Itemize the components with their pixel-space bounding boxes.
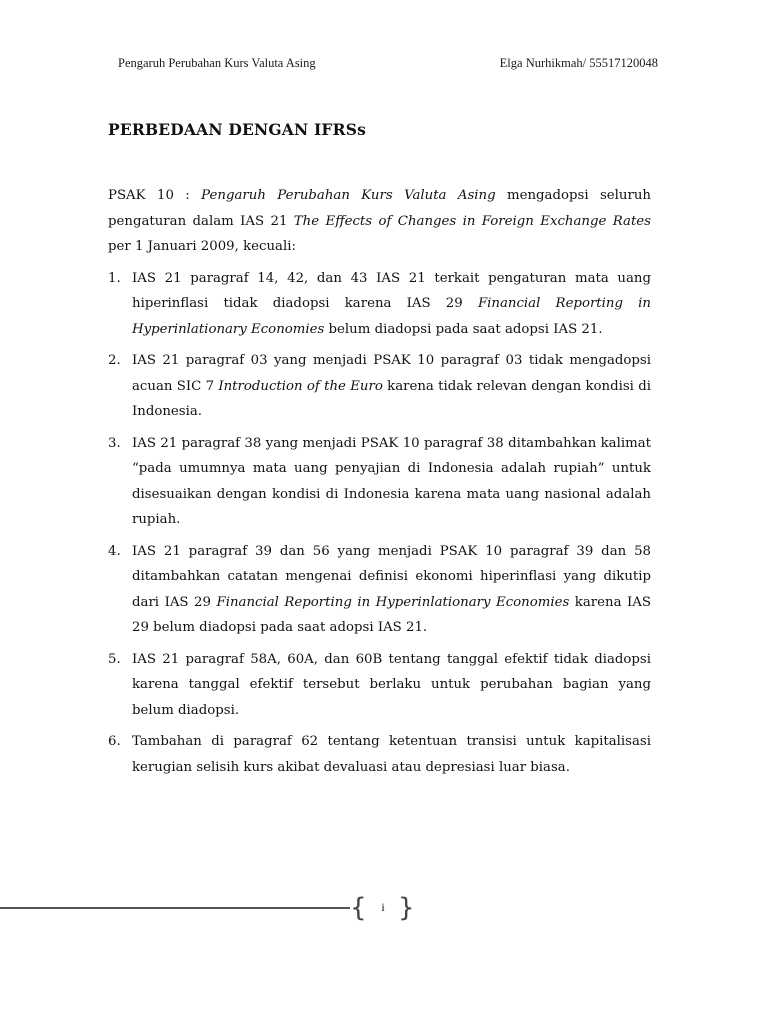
list-item — [108, 729, 651, 780]
intro-italic-1: Pengaruh Perubahan Kurs Valuta Asing — [201, 188, 496, 203]
list-item-text-tail: karena tidak relevan dengan kondisi di Indonesia. — [132, 378, 651, 419]
list-item-text: IAS 21 paragraf 03 yang menjadi PSAK 10 paragraf 03 tidak mengadopsi acuan SIC 7 — [132, 353, 651, 394]
intro-text-3: per 1 Januari 2009, kecuali: — [108, 239, 296, 254]
list-item — [108, 348, 651, 425]
page-header — [118, 56, 658, 71]
header-document-title: Pengaruh Perubahan Kurs Valuta Asing — [118, 56, 316, 70]
list-item-italic: Financial Reporting in Hyperinlationary Economies — [216, 594, 570, 610]
intro-italic-2: The Effects of Changes in Foreign Exchange Rates — [293, 213, 651, 229]
list-item-text: IAS 21 paragraf 38 yang menjadi PSAK 10 paragraf 38 ditambahkan kalimat “pada umumnya mata uang penyajian di Indonesia adalah rupiah” untuk disesuaikan dengan kondisi di Indonesia karena mata uang nasional adalah rupiah. — [132, 435, 651, 527]
page-number: i — [381, 900, 385, 914]
section-title: PERBEDAAN DENGAN IFRSs — [108, 120, 367, 139]
list-item — [108, 539, 651, 641]
list-item-number: 6. — [108, 734, 121, 749]
list-item-text-tail: karena IAS 29 belum diadopsi pada saat adopsi IAS 21. — [132, 594, 651, 635]
footer-rule — [0, 907, 350, 909]
intro-text-2: mengadopsi seluruh pengaturan dalam IAS 21 — [108, 188, 651, 229]
list-item-text: IAS 21 paragraf 14, 42, dan 43 IAS 21 terkait pengaturan mata uang hiperinflasi tidak diadopsi karena IAS 29 — [132, 270, 651, 311]
page-number-bracket-right: } — [398, 893, 415, 923]
header-author: Elga Nurhikmah/ 55517120048 — [499, 56, 658, 70]
list-item — [108, 266, 651, 343]
list-item — [108, 647, 651, 724]
list-item-text: IAS 21 paragraf 39 dan 56 yang menjadi PSAK 10 paragraf 39 dan 58 ditambahkan catatan mengenai definisi ekonomi hiperinflasi yang dikutip dari IAS 29 — [132, 543, 651, 610]
list-item-number: 1. — [108, 270, 121, 286]
list-item-number: 4. — [108, 543, 121, 559]
list-item-number: 3. — [108, 435, 121, 451]
exception-list — [108, 266, 651, 781]
list-item-text: IAS 21 paragraf 58A, 60A, dan 60B tentang tanggal efektif tidak diadopsi karena tanggal efektif tersebut berlaku untuk perubahan bagian yang belum diadopsi. — [132, 651, 651, 718]
intro-text-1: PSAK 10 : — [108, 188, 202, 203]
document-body — [108, 183, 651, 786]
list-item-number: 5. — [108, 651, 121, 667]
list-item-text: Tambahan di paragraf 62 tentang ketentuan transisi untuk kapitalisasi kerugian selisih kurs akibat devaluasi atau depresiasi luar biasa. — [132, 734, 651, 775]
page-number-bracket-left: { — [350, 893, 367, 923]
list-item-italic: Financial Reporting in Hyperinlationary Economies — [132, 296, 651, 337]
list-item — [108, 431, 651, 533]
list-item-number: 2. — [108, 353, 121, 368]
intro-paragraph — [108, 183, 651, 260]
list-item-italic: Introduction of the Euro — [218, 378, 383, 394]
list-item-text-tail: belum diadopsi pada saat adopsi IAS 21. — [324, 321, 603, 337]
